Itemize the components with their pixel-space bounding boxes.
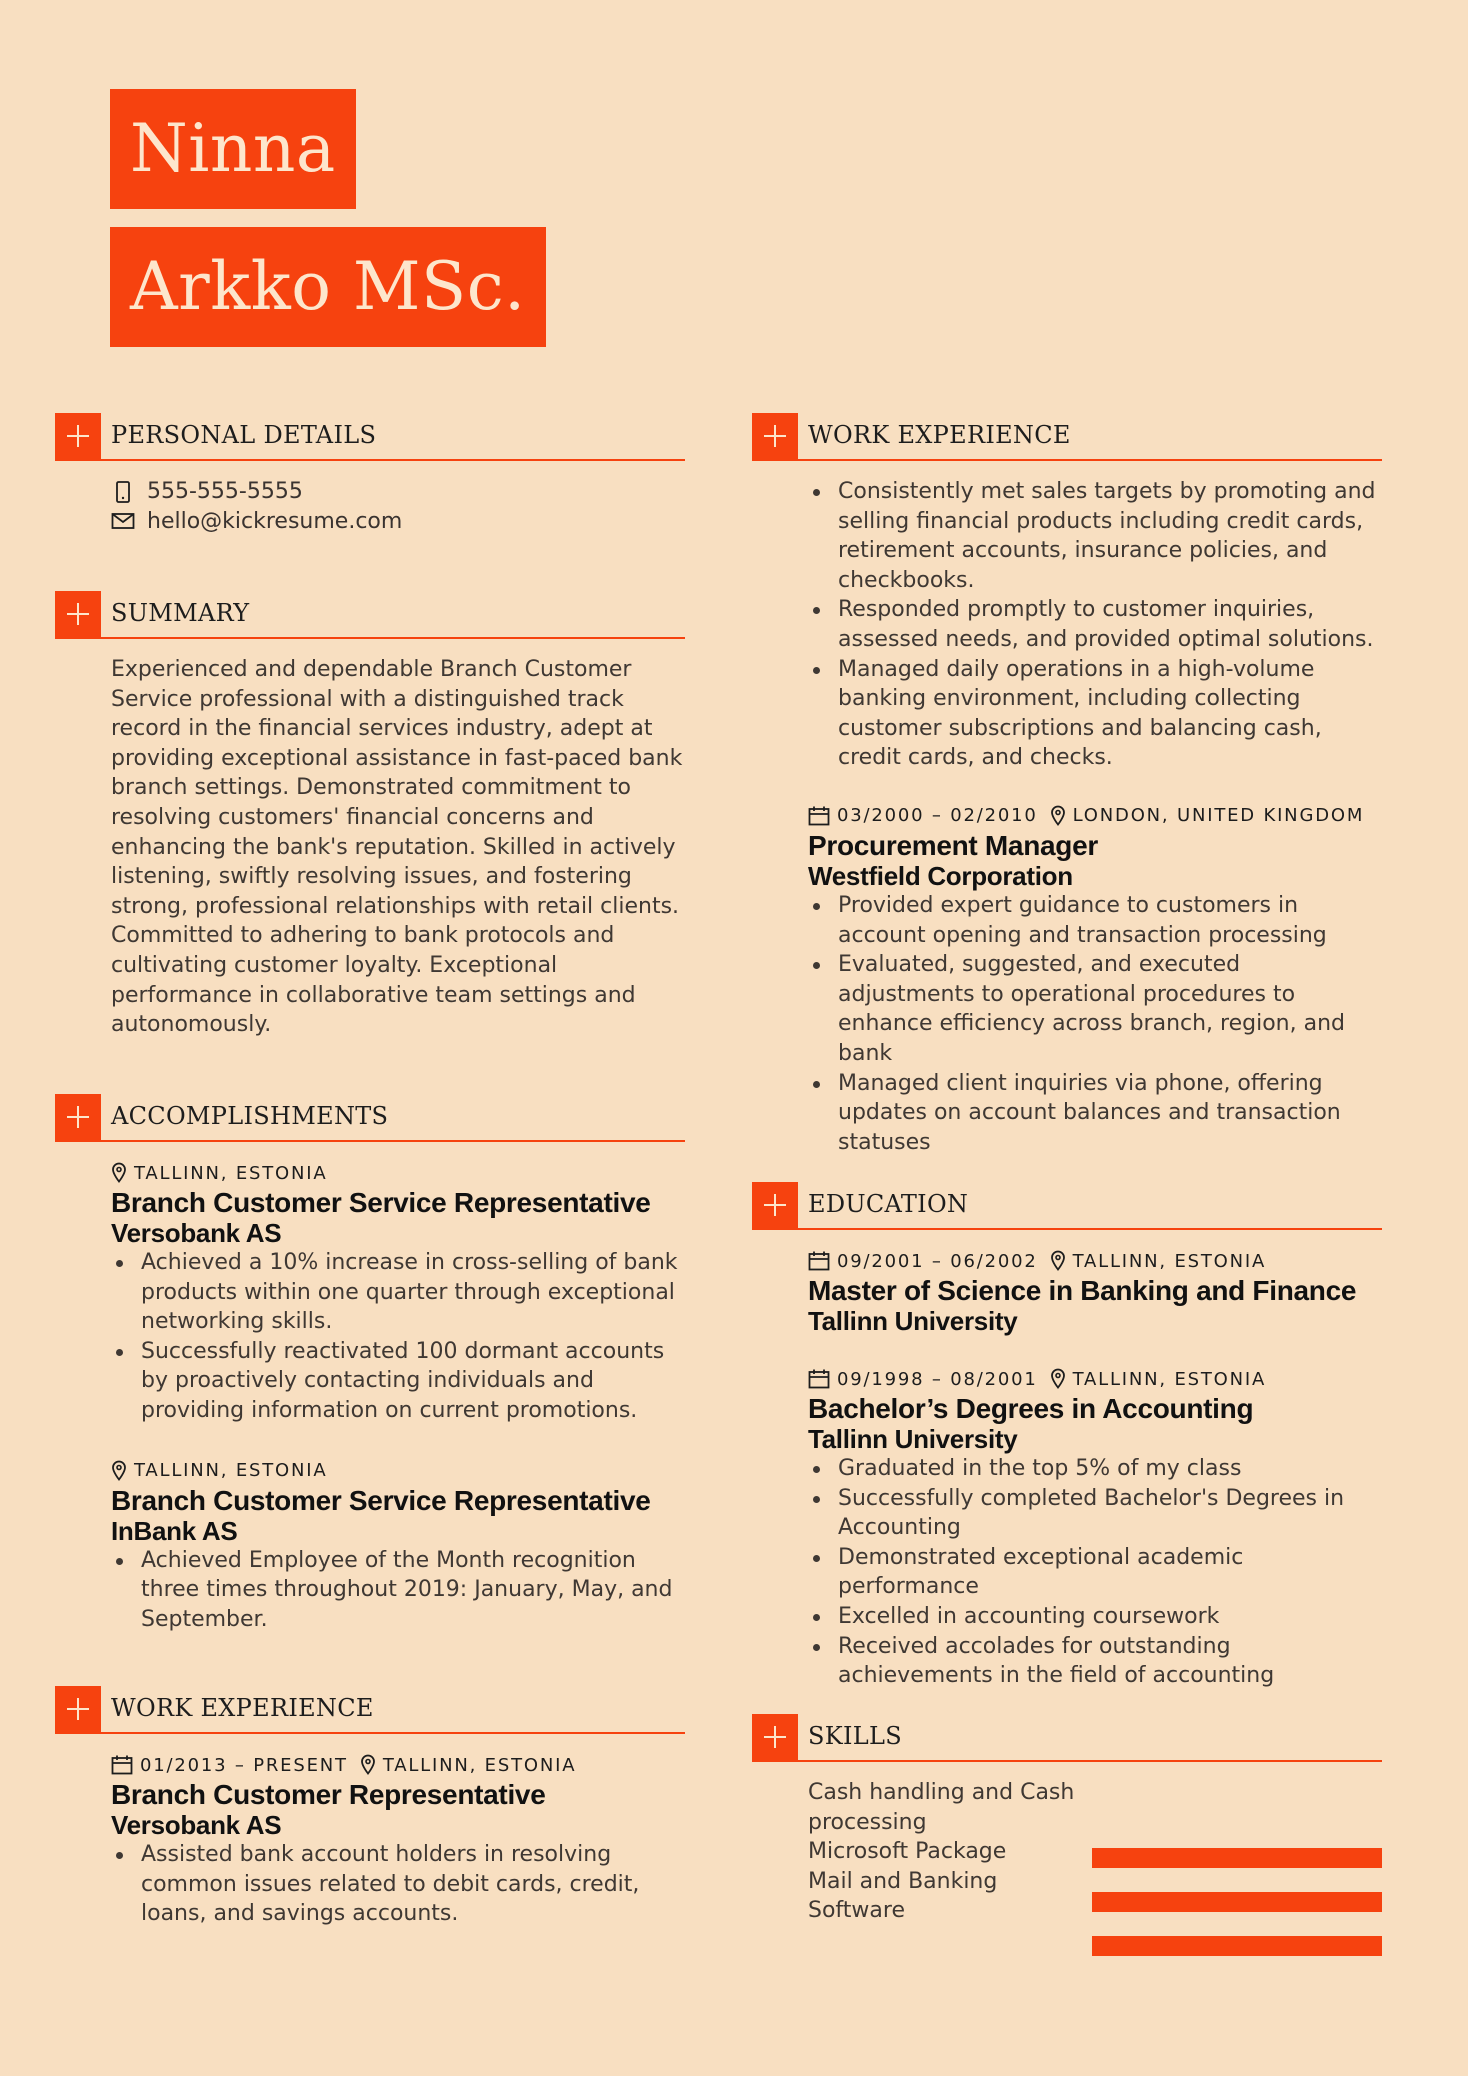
location-pin-icon — [1050, 1250, 1066, 1272]
plus-icon — [55, 413, 101, 459]
entry-dates: 09/2001 – 06/2002 — [837, 1250, 1038, 1272]
skill-level-bar — [1092, 1848, 1382, 1868]
location-pin-icon — [1050, 805, 1066, 827]
work-experience-section-left — [55, 1686, 685, 1929]
summary-section — [55, 591, 685, 1040]
entry-company: Versobank AS — [111, 1810, 282, 1840]
entry-meta — [111, 1750, 685, 1780]
entry-dates: 01/2013 – PRESENT — [140, 1754, 348, 1776]
calendar-icon — [111, 1755, 133, 1775]
bullet-item: Graduated in the top 5% of my class — [808, 1454, 1382, 1484]
bullet-item: Achieved a 10% increase in cross-selling of bank products within one quarter through exceptional networking skills. — [111, 1248, 685, 1337]
phone-row — [111, 477, 685, 507]
bullet-item: Demonstrated exceptional academic performance — [808, 1543, 1382, 1602]
section-title: PERSONAL DETAILS — [111, 421, 377, 449]
location-pin-icon — [360, 1754, 376, 1776]
calendar-icon — [808, 1369, 830, 1389]
email-icon — [111, 510, 135, 532]
plus-icon — [752, 1714, 798, 1760]
work-bullets — [808, 477, 1382, 773]
entry-school: Tallinn University — [808, 1306, 1018, 1336]
entry-bullets — [111, 1248, 685, 1426]
work-entry — [808, 801, 1382, 1157]
entry-company: Versobank AS — [111, 1218, 282, 1248]
entry-role: Branch Customer Representative — [111, 1779, 546, 1810]
email-row — [111, 507, 685, 537]
calendar-icon — [808, 1251, 830, 1271]
bullet-item: Received accolades for outstanding achievements in the field of accounting — [808, 1632, 1382, 1691]
bullet-item: Achieved Employee of the Month recognition three times throughout 2019: January, May, and September. — [111, 1546, 685, 1635]
entry-role: Branch Customer Service Representative — [111, 1187, 651, 1218]
section-header — [55, 1094, 685, 1142]
skills-list — [752, 1762, 1382, 1926]
location-pin-icon — [111, 1460, 127, 1482]
education-entry — [808, 1364, 1382, 1691]
entry-company: Westfield Corporation — [808, 860, 1073, 891]
skill-name: Cash handling and Cash processing — [808, 1780, 1075, 1835]
plus-icon — [752, 1182, 798, 1228]
plus-icon — [55, 591, 101, 637]
phone-icon — [111, 481, 135, 503]
skill-name: Mail and Banking Software — [808, 1868, 998, 1924]
accomplishments-section — [55, 1094, 685, 1634]
summary-text: Experienced and dependable Branch Customer Service professional with a distinguished track record in the financial services industry, adept at providing exceptional assistance in fast-paced bank branch settings. Demonstrated commitment to resolving customers' financial concerns and enhancing the bank's reputation. Skilled in actively listening, swiftly resolving issues, and fostering strong, professional relationships with retail clients. Committed to adhering to bank protocols and cultivating customer loyalty. Exceptional performance in collaborative team settings and autonomously. — [111, 657, 683, 1038]
section-header — [752, 1714, 1382, 1762]
entry-dates: 03/2000 – 02/2010 — [837, 805, 1038, 827]
location-pin-icon — [111, 1162, 127, 1184]
skill-level-bar — [1092, 1892, 1382, 1912]
skill-level-bar — [1092, 1936, 1382, 1956]
section-header — [55, 413, 685, 461]
bullet-item: Successfully reactivated 100 dormant accounts by proactively contacting individuals and providing information on current promotions. — [111, 1337, 685, 1426]
bullet-item: Successfully completed Bachelor's Degrees in Accounting — [808, 1484, 1382, 1543]
section-title: SUMMARY — [111, 599, 250, 627]
last-name: Arkko MSc. — [110, 227, 546, 347]
accomplishment-entry — [111, 1158, 685, 1426]
entry-dates: 09/1998 – 08/2001 — [837, 1368, 1038, 1390]
entry-company: InBank AS — [111, 1515, 238, 1546]
email-address: hello@kickresume.com — [147, 508, 403, 534]
work-entry — [111, 1750, 685, 1929]
accomplishment-entry — [111, 1456, 685, 1635]
calendar-icon — [808, 806, 830, 826]
bullet-item: Excelled in accounting coursework — [808, 1602, 1382, 1632]
education-section — [752, 1182, 1382, 1691]
entry-degree: Master of Science in Banking and Finance — [808, 1275, 1357, 1306]
first-name: Ninna — [110, 89, 356, 209]
entry-meta — [808, 1364, 1382, 1394]
entry-location: TALLINN, ESTONIA — [1072, 1250, 1267, 1272]
entry-location: LONDON, UNITED KINGDOM — [1072, 805, 1365, 827]
section-header — [55, 591, 685, 639]
section-title: ACCOMPLISHMENTS — [111, 1102, 389, 1130]
entry-role: Branch Customer Service Representative — [111, 1484, 651, 1516]
section-title: WORK EXPERIENCE — [808, 421, 1071, 449]
bullet-item: Assisted bank account holders in resolving common issues related to debit cards, credit, loans, and savings accounts. — [111, 1840, 685, 1929]
bullet-item: Managed client inquiries via phone, offering updates on account balances and transaction statuses — [808, 1069, 1382, 1158]
bullet-item: Provided expert guidance to customers in account opening and transaction processing — [808, 891, 1382, 950]
work-experience-section-right — [752, 413, 1382, 1157]
plus-icon — [55, 1094, 101, 1140]
entry-bullets — [808, 891, 1382, 1157]
location-pin-icon — [1050, 1368, 1066, 1390]
entry-role: Procurement Manager — [808, 829, 1098, 861]
entry-location: TALLINN, ESTONIA — [134, 1460, 328, 1482]
section-header — [752, 413, 1382, 461]
skill-name: Microsoft Package — [808, 1839, 1007, 1865]
section-title: EDUCATION — [808, 1190, 969, 1218]
entry-meta — [808, 801, 1382, 831]
bullet-item: Consistently met sales targets by promoting and selling financial products including credit cards, retirement accounts, insurance policies, and checkbooks. — [808, 477, 1382, 595]
plus-icon — [55, 1686, 101, 1732]
bullet-item: Responded promptly to customer inquiries, assessed needs, and provided optimal solutions. — [808, 595, 1382, 654]
entry-meta — [808, 1246, 1382, 1276]
plus-icon — [752, 413, 798, 459]
entry-location: TALLINN, ESTONIA — [1072, 1368, 1267, 1390]
entry-location: TALLINN, ESTONIA — [382, 1754, 577, 1776]
entry-bullets — [111, 1840, 685, 1929]
education-entry — [808, 1246, 1382, 1336]
entry-meta — [111, 1158, 685, 1188]
section-header — [55, 1686, 685, 1734]
entry-bullets — [111, 1546, 685, 1635]
skills-section — [752, 1714, 1382, 1926]
bullet-item: Managed daily operations in a high-volume banking environment, including collecting customer subscriptions and balancing cash, credit cards, and checks. — [808, 655, 1382, 773]
entry-meta — [111, 1456, 685, 1486]
entry-school: Tallinn University — [808, 1424, 1018, 1454]
phone-number: 555-555-5555 — [147, 479, 303, 504]
section-title: WORK EXPERIENCE — [111, 1694, 374, 1722]
entry-bullets — [808, 1454, 1382, 1691]
section-title: SKILLS — [808, 1722, 902, 1750]
entry-degree: Bachelor’s Degrees in Accounting — [808, 1393, 1254, 1424]
personal-details-section — [55, 413, 685, 536]
entry-location: TALLINN, ESTONIA — [134, 1162, 328, 1184]
bullet-item: Evaluated, suggested, and executed adjustments to operational procedures to enhance efficiency across branch, region, and bank — [808, 950, 1382, 1068]
section-header — [752, 1182, 1382, 1230]
